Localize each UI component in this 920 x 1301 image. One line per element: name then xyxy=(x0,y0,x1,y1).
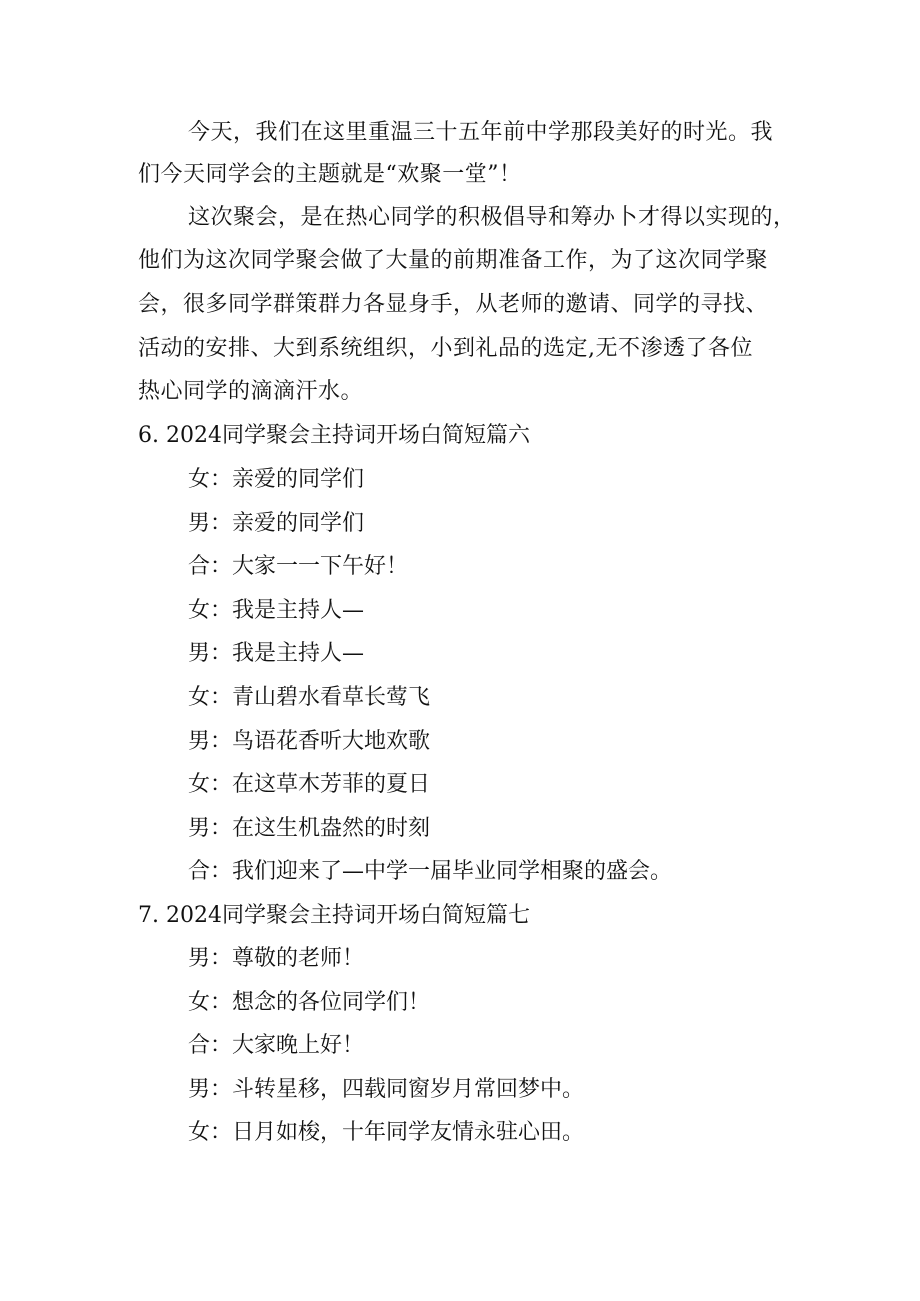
section-6-line-10: 合：我们迎来了—中学一届毕业同学相聚的盛会。 xyxy=(188,859,673,884)
paragraph-2-line-1: 这次聚会，是在热心同学的积极倡导和筹办卜才得以实现的， xyxy=(188,205,796,230)
paragraph-2-line-5: 热心同学的滴滴汗水。 xyxy=(138,379,364,404)
section-7-line-1: 男：尊敬的老师！ xyxy=(188,946,365,971)
section-6-line-4: 女：我是主持人— xyxy=(188,598,365,623)
section-7-line-2: 女：想念的各位同学们！ xyxy=(188,990,431,1015)
paragraph-2-line-2: 他们为这次同学聚会做了大量的前期准备工作，为了这次同学聚 xyxy=(138,248,769,273)
section-7-line-4: 男：斗转星移，四载同窗岁月常回梦中。 xyxy=(188,1077,585,1102)
paragraph-1-line-2: 们今天同学会的主题就是“欢聚一堂”！ xyxy=(138,162,522,187)
section-7-line-3: 合：大家晚上好！ xyxy=(188,1033,365,1058)
section-6-line-5: 男：我是主持人— xyxy=(188,641,365,666)
section-6-line-8: 女：在这草木芳菲的夏日 xyxy=(188,772,431,797)
section-6-line-9: 男：在这生机盎然的时刻 xyxy=(188,816,431,841)
paragraph-1-line-1: 今天，我们在这里重温三十五年前中学那段美好的时光。我 xyxy=(188,120,774,145)
section-6-line-6: 女：青山碧水看草长莺飞 xyxy=(188,685,431,710)
section-6-line-1: 女：亲爱的同学们 xyxy=(188,467,365,492)
section-7-line-5: 女：日月如梭，十年同学友情永驻心田。 xyxy=(188,1120,585,1145)
section-6-line-2: 男：亲爱的同学们 xyxy=(188,511,365,536)
section-6-line-3: 合：大家一一下午好！ xyxy=(188,554,409,579)
section-7-heading: 7. 2024同学聚会主持词开场白简短篇七 xyxy=(138,903,530,928)
section-6-heading: 6. 2024同学聚会主持词开场白简短篇六 xyxy=(138,423,530,448)
paragraph-2-line-4: 活动的安排、大到系统组织，小到礼品的选定,无不渗透了各位 xyxy=(138,336,753,361)
section-6-line-7: 男：鸟语花香听大地欢歌 xyxy=(188,729,431,754)
paragraph-2-line-3: 会，很多同学群策群力各显身手，从老师的邀请、同学的寻找、 xyxy=(138,292,769,317)
